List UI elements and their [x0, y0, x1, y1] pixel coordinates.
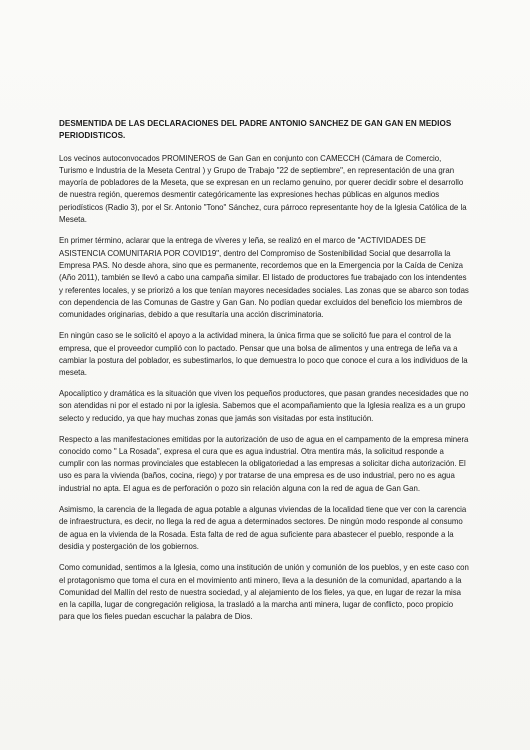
paragraph-5: Respecto a las manifestaciones emitidas por la autorización de uso de agua en el campamento de la empresa minera conocido como " La Rosada", expresa el cura que es agua industrial. Otra mentira más, la solicitud responde a cumplir con las normas provinciales que establecen la obligatoriedad a las empresas a solicitar dicha autorización. El uso es para la vivienda (baños, cocina, riego) y por tratarse de una empresa es de uso industrial, pero no es agua industrial no apta. El agua es de perforación o pozo sin relación alguna con la red de agua de Gan Gan.: [59, 434, 469, 493]
paragraph-1: Los vecinos autoconvocados PROMINEROS de Gan Gan en conjunto con CAMECCH (Cámara de Comercio, Turismo e Industria de la Meseta Central ) y Grupo de Trabajo "22 de septiembre", en representación de una gran mayoría de pobladores de la Meseta, que se expresan en un reclamo genuino, por querer decidir sobre el desarrollo de nuestra región, queremos desmentir categóricamente las expresiones hechas públicas en algunos medios periodísticos (Radio 3), por el Sr. Antonio "Tono" Sánchez, cura párroco representante hoy de la Iglesia Católica de la Meseta.: [59, 153, 467, 225]
paragraph-4: Apocalíptico y dramática es la situación que viven los pequeños productores, que pasan grandes necesidades que no son atendidas ni por el estado ni por la iglesia. Sabemos que el acompañamiento que la Iglesia realiza es a un grupo selecto y reducido, ya que hay muchas zonas que jamás son visitadas por esta institución.: [59, 389, 469, 423]
paragraph-6: Asimismo, la carencia de la llegada de agua potable a algunas viviendas de la localidad tiene que ver con la carencia de infraestructura, es decir, no llega la red de agua a determinados sectores. De ningún modo responde al consumo de agua en la vivienda de la Rosada. Esta falta de red de agua suficiente para abastecer el pueblo, responde a la desidia y postergación de los gobiernos.: [59, 505, 467, 551]
paragraph-2: En primer término, aclarar que la entrega de víveres y leña, se realizó en el marco de "ACTIVIDADES DE ASISTENCIA COMUNITARIA POR COVID19", dentro del Compromiso de Sostenibilidad Social que desarrolla la Empresa PAS. No desde ahora, sino que es permanente, recordemos que en la Emergencia por la Caída de Ceniza (Año 2011), también se llevó a cabo una campaña similar. El listado de productores fue trabajado con los intendentes y referentes locales, y se priorizó a los que tenían mayores necesidades sociales. Las zonas que se abarco son todas con dependencia de las Comunas de Gastre y Gan Gan. No podían quedar excluidos del beneficio los miembros de comunidades originarias, debido a que resultaría una acción discriminatoria.: [59, 236, 469, 320]
document-body: [59, 118, 471, 634]
paragraph-3: En ningún caso se le solicitó el apoyo a la actividad minera, la única firma que se solicitó fue para el control de la empresa, que el proveedor cumplió con lo pactado. Pensar que una bolsa de alimentos y una entrega de leña va a cambiar la postura del poblador, es subestimarlos, lo que demuestra lo poco que conoce el cura a los individuos de la meseta.: [59, 331, 468, 378]
document-title: DESMENTIDA DE LAS DECLARACIONES DEL PADRE ANTONIO SANCHEZ DE GAN GAN EN MEDIOS PERIODISTICOS.: [59, 119, 452, 141]
paragraph-7: Como comunidad, sentimos a la Iglesia, como una institución de unión y comunión de los pueblos, y en este caso con el protagonismo que toma el cura en el movimiento anti minero, lleva a la desunión de la comunidad, apartando a la Comunidad del Mallín del resto de nuestra sociedad, y al alejamiento de los fieles, ya que, en lugar de rezar la misa en la capilla, lugar de congregación religiosa, la trasladó a la marcha anti minera, lugar de conflicto, poco propicio para que los fieles puedan escuchar la palabra de Dios.: [59, 563, 469, 622]
